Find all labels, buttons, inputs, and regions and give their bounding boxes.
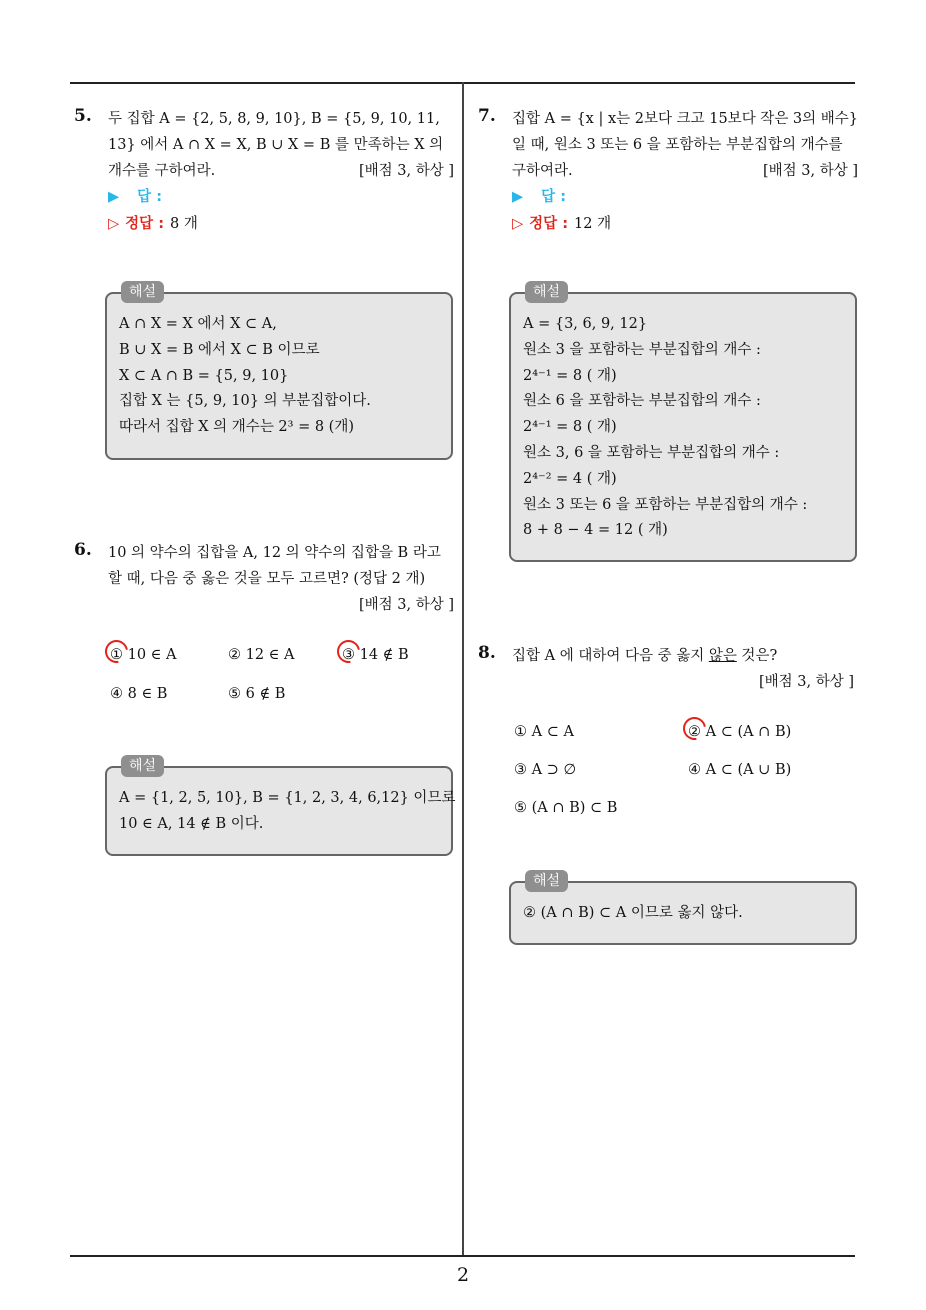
solution-line: B ∪ X = B 에서 X ⊂ B 이므로: [119, 341, 320, 358]
choice-text: 12 ∈ A: [245, 647, 295, 663]
answer-label: 답 :: [541, 189, 567, 205]
problem-text-part: 집합 A 에 대하여 다음 중 옳지: [512, 648, 709, 664]
choice-text: 6 ∉ B: [245, 686, 286, 702]
solution-box-5: [105, 284, 453, 460]
solution-tag: 해설: [121, 281, 164, 303]
correct-value: 12 개: [574, 216, 612, 232]
choice-3[interactable]: [514, 762, 576, 778]
choice-text: 10 ∈ A: [127, 647, 177, 663]
correct-label: 정답 :: [125, 216, 165, 232]
underlined-word: 않은: [708, 648, 737, 664]
choice-text: A ⊂ A: [531, 724, 574, 740]
solution-tag: 해설: [121, 755, 164, 777]
column-divider: [462, 82, 464, 1257]
problem-number: 6.: [74, 540, 92, 560]
problem-line: [512, 158, 858, 184]
answer-arrow-icon: ▶: [108, 189, 120, 205]
problem-line: 일 때, 원소 3 또는 6 을 포함하는 부분집합의 개수를: [512, 137, 843, 153]
problem-text: [108, 106, 454, 184]
solution-line: X ⊂ A ∩ B = {5, 9, 10}: [119, 367, 289, 384]
solution-line: ② (A ∩ B) ⊂ A 이므로 옳지 않다.: [523, 905, 743, 921]
problem-number: 5.: [74, 106, 92, 126]
choice-text: 14 ∉ B: [359, 647, 409, 663]
answer-label: 답 :: [137, 189, 163, 205]
answer-row: [512, 184, 858, 211]
choice-number: ⑤: [228, 686, 241, 702]
choice-number: ③: [514, 762, 527, 778]
solution-line: 따라서 집합 X 의 개수는 2³ = 8 (개): [119, 419, 354, 436]
choice-text: A ⊂ (A ∪ B): [705, 762, 792, 778]
solution-line: 원소 3 또는 6 을 포함하는 부분집합의 개수 :: [523, 496, 808, 513]
choice-number: ②: [688, 724, 701, 740]
problem-text: [108, 540, 454, 592]
choice-number: ④: [688, 762, 701, 778]
choice-number: ②: [228, 647, 241, 663]
choice-text: (A ∩ B) ⊂ B: [531, 800, 618, 816]
solution-line: 원소 3 을 포함하는 부분집합의 개수 :: [523, 341, 761, 358]
problem-line: 13} 에서 A ∩ X = X, B ∪ X = B 를 만족하는 X 의: [108, 137, 444, 153]
problem-line-text: 구하여라.: [512, 163, 573, 179]
solution-line: 10 ∈ A, 14 ∉ B 이다.: [119, 815, 264, 832]
choice-text: A ⊃ ∅: [531, 762, 577, 778]
score-label: [배점 3, 하상 ]: [758, 674, 854, 690]
choice-number: ①: [110, 647, 123, 663]
correct-answer-row: [512, 211, 858, 238]
solution-box-7: [509, 284, 857, 562]
choice-5[interactable]: [514, 800, 617, 816]
score-label: [배점 3, 하상 ]: [358, 597, 454, 613]
correct-arrow-icon: ▷: [512, 216, 524, 232]
problem-line-text: 개수를 구하여라.: [108, 163, 216, 179]
bottom-rule: [70, 1255, 855, 1257]
choice-text: A ⊂ (A ∩ B): [705, 724, 792, 740]
choice-number: ③: [342, 647, 355, 663]
problem-text-part: 것은?: [736, 648, 778, 664]
problem-5: [74, 106, 454, 238]
problem-line: [512, 643, 854, 669]
correct-label: 정답 :: [529, 216, 569, 232]
solution-line: 2⁴⁻² = 4 ( 개): [523, 470, 617, 487]
solution-box-8: [509, 873, 857, 945]
page-number: 2: [456, 1264, 470, 1286]
solution-line: 2⁴⁻¹ = 8 ( 개): [523, 367, 617, 384]
solution-line: 8 + 8 − 4 = 12 ( 개): [523, 522, 668, 539]
solution-line: 2⁴⁻¹ = 8 ( 개): [523, 419, 617, 436]
problem-line: [108, 158, 454, 184]
solution-tag: 해설: [525, 870, 568, 892]
choice-number: ⑤: [514, 800, 527, 816]
problem-7: [478, 106, 858, 238]
choice-2[interactable]: [688, 724, 791, 740]
solution-line: A ∩ X = X 에서 X ⊂ A,: [119, 316, 277, 332]
choice-4[interactable]: [688, 762, 791, 778]
choice-number: ①: [514, 724, 527, 740]
choice-1[interactable]: [110, 647, 176, 663]
problem-text: [512, 643, 854, 669]
score-label: [배점 3, 하상 ]: [358, 163, 454, 179]
problem-6: [74, 540, 454, 618]
correct-arrow-icon: ▷: [108, 216, 120, 232]
problem-line: 10 의 약수의 집합을 A, 12 의 약수의 집합을 B 라고: [108, 545, 441, 561]
choice-number: ④: [110, 686, 123, 702]
score-label: [배점 3, 하상 ]: [762, 163, 858, 179]
choice-text: 8 ∈ B: [127, 686, 168, 702]
solution-line: 원소 3, 6 을 포함하는 부분집합의 개수 :: [523, 444, 780, 461]
problem-line: 두 집합 A = {2, 5, 8, 9, 10}, B = {5, 9, 10, 11,: [108, 111, 440, 127]
choice-1[interactable]: [514, 724, 574, 740]
choice-5[interactable]: [228, 686, 285, 702]
problem-8: [478, 643, 854, 695]
correct-answer-row: [108, 211, 454, 238]
answer-arrow-icon: ▶: [512, 189, 524, 205]
answer-row: [108, 184, 454, 211]
choice-3[interactable]: [342, 647, 409, 663]
solution-line: A = {1, 2, 5, 10}, B = {1, 2, 3, 4, 6,12} 이므로: [119, 790, 456, 806]
problem-text: [512, 106, 858, 184]
problem-number: 8.: [478, 643, 496, 663]
correct-value: 8 개: [170, 216, 198, 232]
problem-line: 집합 A = {x | x는 2보다 크고 15보다 작은 3의 배수}: [512, 111, 859, 127]
solution-line: 집합 X 는 {5, 9, 10} 의 부분집합이다.: [119, 393, 371, 410]
problem-line: 할 때, 다음 중 옳은 것을 모두 고르면? (정답 2 개): [108, 571, 426, 587]
choice-4[interactable]: [110, 686, 167, 702]
problem-number: 7.: [478, 106, 496, 126]
solution-line: A = {3, 6, 9, 12}: [523, 316, 648, 332]
solution-box-6: [105, 758, 456, 856]
choice-2[interactable]: [228, 647, 294, 663]
solution-line: 원소 6 을 포함하는 부분집합의 개수 :: [523, 393, 761, 410]
solution-tag: 해설: [525, 281, 568, 303]
